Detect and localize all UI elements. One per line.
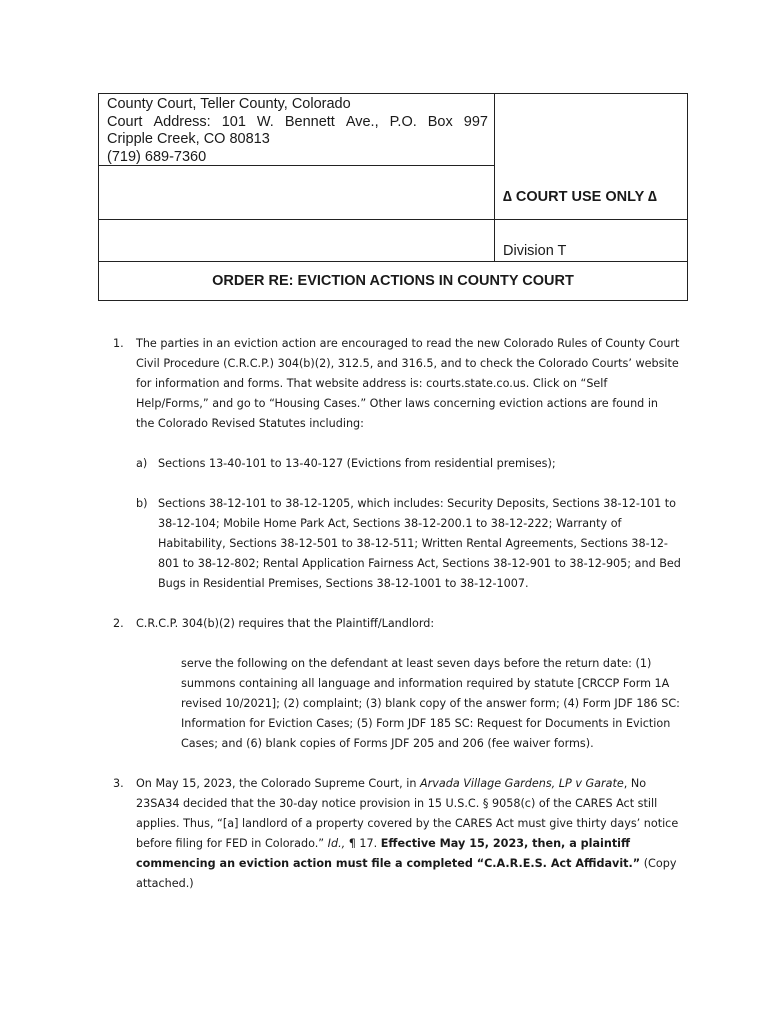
court-use-only-cell (495, 94, 687, 220)
division-label: Division T (503, 243, 567, 259)
division-cell (495, 220, 687, 262)
text-line: 23SA34 decided that the 30-day notice provision in 15 U.S.C. § 9058(c) of the CARES Act still (136, 797, 658, 810)
caption-box (98, 93, 688, 301)
text-line: C.R.C.P. 304(b)(2) requires that the Plaintiff/Landlord: (136, 617, 435, 630)
court-name: County Court, Teller County, Colorado (107, 96, 351, 112)
text-line: Sections 38-12-101 to 38-12-1205, which includes: Security Deposits, Sections 38-12-101 to (158, 497, 676, 510)
text-line: 801 to 38-12-802; Rental Application Fairness Act, Sections 38-12-901 to 38-12-905; and Bed (158, 557, 681, 570)
effective-notice: Effective May 15, 2023, then, a plaintiff (380, 837, 631, 850)
text-line: summons containing all language and information required by statute [CRCCP Form 1A (181, 677, 670, 690)
text-line: revised 10/2021]; (2) complaint; (3) blank copy of the answer form; (4) Form JDF 186 SC: (181, 697, 680, 710)
paragraph-number: 2. (113, 617, 124, 630)
text-line: the Colorado Revised Statutes including: (136, 417, 364, 430)
court-street-address: Court Address: 101 W. Bennett Ave., P.O. Box 997 (107, 113, 488, 130)
subparagraph-letter: a) (136, 457, 148, 470)
document-title: ORDER RE: EVICTION ACTIONS IN COUNTY COURT (212, 273, 574, 289)
subparagraph-letter: b) (136, 497, 148, 510)
text-line: commencing an eviction action must file a completed “C.A.R.E.S. Act Affidavit.” (Copy (136, 857, 677, 870)
paragraph-number: 1. (113, 337, 124, 350)
paragraph-number: 3. (113, 777, 124, 790)
text-line: Help/Forms,” and go to “Housing Cases.” Other laws concerning eviction actions are found in (136, 397, 659, 410)
text-line: The parties in an eviction action are encouraged to read the new Colorado Rules of County Court (136, 337, 680, 350)
court-phone: (719) 689-7360 (107, 148, 207, 165)
paragraph-2-requirements (181, 654, 683, 754)
text-line: serve the following on the defendant at least seven days before the return date: (1) (181, 657, 652, 670)
text-line: attached.) (136, 877, 194, 890)
text-line: for information and forms. That website address is: courts.state.co.us. Click on “Self (136, 377, 608, 390)
parties-cell (99, 166, 495, 220)
text-line: Cases; and (6) blank copies of Forms JDF 205 and 206 (fee waiver forms). (181, 737, 594, 750)
text-line: 38-12-104; Mobile Home Park Act, Sections 38-12-200.1 to 38-12-222; Warranty of (158, 517, 622, 530)
court-city: Cripple Creek, CO 80813 (107, 131, 270, 147)
affidavit-requirement: commencing an eviction action must file a completed “C.A.R.E.S. Act Affidavit.” (136, 857, 641, 870)
text-line: before filing for FED in Colorado.” Id., ¶ 17. Effective May 15, 2023, then, a plaintiff (136, 837, 631, 850)
text-line: Habitability, Sections 38-12-501 to 38-12-511; Written Rental Agreements, Sections 38-12- (158, 537, 668, 550)
text-line: Sections 13-40-101 to 13-40-127 (Evictions from residential premises); (158, 457, 556, 470)
text-line: Bugs in Residential Premises, Sections 38-12-1001 to 38-12-1007. (158, 577, 529, 590)
attorney-cell (99, 220, 495, 262)
text-line: On May 15, 2023, the Colorado Supreme Court, in Arvada Village Gardens, LP v Garate, No (136, 777, 647, 790)
case-name: Arvada Village Gardens, LP v Garate (420, 777, 624, 790)
citation-id: Id., (327, 837, 346, 850)
text-line: Information for Eviction Cases; (5) Form JDF 185 SC: Request for Documents in Eviction (181, 717, 671, 730)
court-address-cell (99, 94, 495, 166)
court-use-only-label: ∆ COURT USE ONLY ∆ (503, 189, 657, 205)
text-line: Civil Procedure (C.R.C.P.) 304(b)(2), 312.5, and 316.5, and to check the Colorado Courts’ website (136, 357, 679, 370)
text-line: applies. Thus, “[a] landlord of a property covered by the CARES Act must give thirty days’ notice (136, 817, 679, 830)
